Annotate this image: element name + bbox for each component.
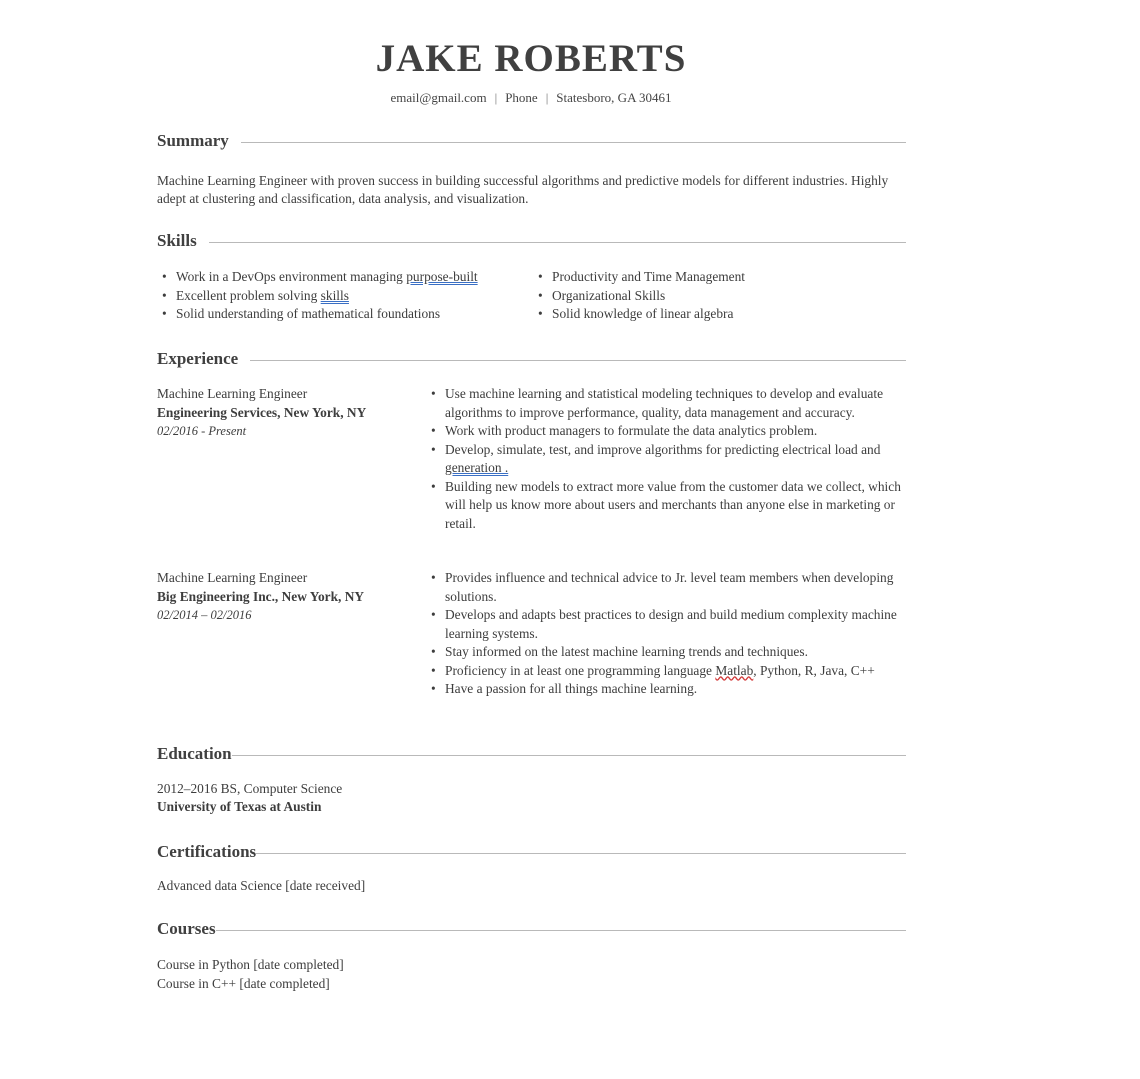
section-title-courses: Courses [157, 919, 216, 938]
bullet-icon: • [431, 607, 436, 622]
job-2-info [157, 569, 417, 625]
job-1-info [157, 385, 417, 441]
bullet-icon: • [431, 441, 436, 457]
section-divider [157, 853, 906, 854]
section-divider [157, 360, 906, 361]
bullet-icon: • [431, 478, 436, 494]
item-text: Building new models to extract more value from the customer data we collect, which will help us know more about users and merchants than anyone else in marketing or retail. [445, 478, 901, 531]
summary-text: Machine Learning Engineer with proven success in building successful algorithms and predictive models for different industries. Highly adept at clustering and classification, data analysis, and visualization. [157, 173, 889, 206]
list-item [533, 287, 893, 306]
marked-word: skills [320, 287, 349, 303]
education-degree: 2012–2016 BS, Computer Science [157, 781, 343, 796]
bullet-icon: • [538, 269, 543, 284]
education-section-header [157, 743, 906, 765]
section-title-skills: Skills [157, 230, 209, 252]
certifications-section-header [157, 841, 906, 863]
section-divider [157, 242, 906, 243]
marked-word: Matlab [715, 662, 754, 678]
bullet-icon: • [431, 570, 436, 585]
item-text-tail: , Python, R, Java, C++ [753, 662, 875, 678]
bullet-icon: • [538, 306, 543, 321]
skills-list-right [533, 268, 893, 324]
bullet-icon: • [431, 644, 436, 659]
item-text: Stay informed on the latest machine learning trends and techniques. [445, 644, 808, 659]
item-text: Have a passion for all things machine learning. [445, 681, 698, 696]
list-item [426, 662, 904, 681]
education-school: University of Texas at Austin [157, 799, 322, 814]
course-item: Course in C++ [date completed] [157, 976, 330, 991]
job-dates: 02/2014 – 02/2016 [157, 608, 252, 622]
certification-item: Advanced data Science [date received] [157, 878, 366, 893]
item-text: Develop, simulate, test, and improve algorithms for predicting electrical load and [445, 441, 881, 457]
list-item [157, 305, 537, 324]
bullet-icon: • [431, 386, 436, 401]
list-item [426, 441, 904, 478]
list-item [157, 268, 537, 287]
skills-list-left [157, 268, 537, 324]
marked-word: purpose-built [406, 269, 478, 284]
bullet-icon: • [431, 662, 436, 678]
job-title: Machine Learning Engineer [157, 570, 308, 585]
list-item [426, 385, 904, 422]
courses-section-header [157, 918, 906, 940]
item-text: Solid understanding of mathematical foundations [176, 306, 441, 321]
item-text: Use machine learning and statistical modeling techniques to develop and evaluate algorithms to improve performance, quality, data management and accuracy. [445, 386, 884, 420]
list-item [426, 569, 904, 606]
contact-phone: Phone [505, 90, 538, 105]
section-title-summary: Summary [157, 130, 241, 152]
bullet-icon: • [162, 287, 167, 303]
item-text: Solid knowledge of linear algebra [552, 306, 734, 321]
item-text: Productivity and Time Management [552, 269, 746, 284]
list-item [533, 268, 893, 287]
job-1-bullets [426, 385, 904, 533]
section-divider [157, 755, 906, 756]
job-company: Engineering Services, New York, NY [157, 404, 367, 420]
bullet-icon: • [431, 423, 436, 438]
experience-section-header [157, 348, 906, 370]
item-text: Work with product managers to formulate the data analytics problem. [445, 423, 818, 438]
section-divider [157, 142, 906, 143]
bullet-icon: • [538, 287, 543, 303]
bullet-icon: • [162, 306, 167, 321]
marked-word: generation . [445, 460, 509, 475]
list-item [157, 287, 537, 306]
course-item: Course in Python [date completed] [157, 957, 344, 972]
item-text: Provides influence and technical advice to Jr. level team members when developing solutions. [445, 570, 894, 604]
contact-email: email@gmail.com [390, 90, 487, 105]
bullet-icon: • [431, 681, 436, 696]
job-company: Big Engineering Inc., New York, NY [157, 588, 365, 604]
skills-section-header [157, 230, 906, 252]
list-item [426, 422, 904, 441]
item-text: Excellent problem solving [176, 287, 321, 303]
list-item [426, 478, 904, 534]
job-title: Machine Learning Engineer [157, 386, 308, 401]
list-item [426, 643, 904, 662]
contact-location: Statesboro, GA 30461 [556, 90, 672, 105]
summary-section-header [157, 130, 906, 152]
bullet-icon: • [162, 269, 167, 284]
contact-separator: | [545, 90, 549, 105]
list-item [533, 305, 893, 324]
contact-separator: | [494, 90, 498, 105]
item-text: Organizational Skills [552, 287, 666, 303]
job-dates: 02/2016 - Present [157, 424, 247, 438]
item-text: Work in a DevOps environment managing [176, 269, 407, 284]
item-text: Proficiency in at least one programming language [445, 662, 716, 678]
section-title-experience: Experience [157, 348, 250, 370]
list-item [426, 606, 904, 643]
item-text: Develops and adapts best practices to design and build medium complexity machine learning systems. [445, 607, 897, 641]
job-2-bullets [426, 569, 904, 699]
section-divider [157, 930, 906, 931]
list-item [426, 680, 904, 699]
section-title-education: Education [157, 744, 232, 763]
contact-line [0, 90, 1062, 106]
section-title-certifications: Certifications [157, 842, 257, 861]
candidate-name: JAKE ROBERTS [375, 37, 687, 80]
